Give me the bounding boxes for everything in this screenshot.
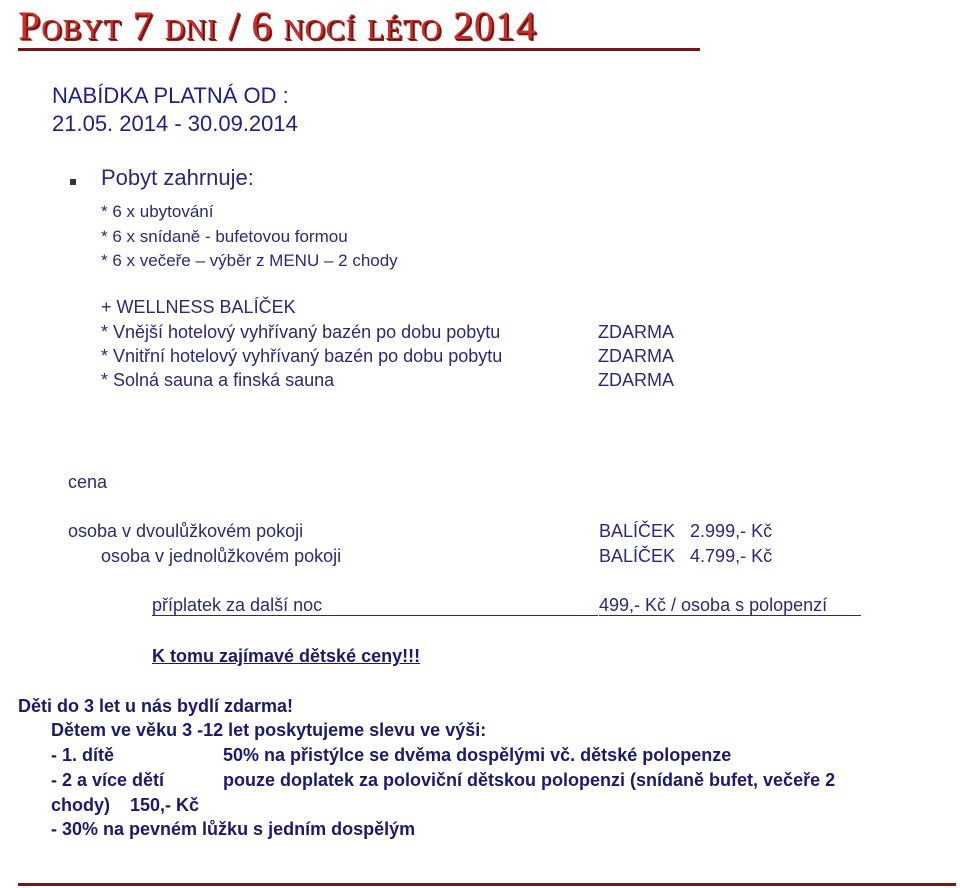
kids-line: - 30% na pevném lůžku s jedním dospělým — [51, 819, 416, 839]
price-double-value: BALÍČEK 2.999,- Kč — [599, 521, 773, 541]
extra-night-value: 499,- Kč / osoba s polopenzí — [599, 595, 861, 616]
title-underline — [18, 48, 700, 51]
wellness-heading: + WELLNESS BALÍČEK — [101, 297, 296, 317]
bottom-divider — [18, 883, 956, 886]
includes-item: * 6 x ubytování — [101, 202, 214, 221]
offer-validity-dates: 21.05. 2014 - 30.09.2014 — [52, 111, 298, 136]
price-double-label: osoba v dvoulůžkovém pokoji — [68, 521, 304, 541]
price-heading: cena — [68, 472, 108, 492]
price-single-label: osoba v jednolůžkovém pokoji — [101, 546, 342, 566]
includes-heading: Pobyt zahrnuje: — [101, 165, 254, 190]
kids-line: Dětem ve věku 3 -12 let poskytujeme slevu ve výši: — [51, 720, 487, 740]
wellness-item-value: ZDARMA — [598, 346, 674, 366]
kids-row-value: 50% na přistýlce se dvěma dospělými vč. dětské polopenze — [223, 745, 732, 765]
square-bullet-icon — [70, 179, 76, 185]
wellness-item-value: ZDARMA — [598, 322, 674, 342]
kids-row-value: pouze doplatek za poloviční dětskou polopenzi (snídaně bufet, večeře 2 — [223, 770, 836, 790]
wellness-item-label: * Solná sauna a finská sauna — [101, 370, 335, 390]
kids-heading: K tomu zajímavé dětské ceny!!! — [152, 646, 421, 666]
wellness-item-label: * Vnější hotelový vyhřívaný bazén po dobu pobytu — [101, 322, 501, 342]
extra-night-label: příplatek za další noc — [152, 595, 598, 616]
page-title: Pobyt 7 dni / 6 nocí léto 2014 — [18, 3, 537, 48]
wellness-item-value: ZDARMA — [598, 370, 674, 390]
price-single-value: BALÍČEK 4.799,- Kč — [599, 546, 773, 566]
wellness-item-label: * Vnitřní hotelový vyhřívaný bazén po dobu pobytu — [101, 346, 503, 366]
kids-line: Děti do 3 let u nás bydlí zdarma! — [18, 696, 294, 716]
includes-item: * 6 x snídaně - bufetovou formou — [101, 227, 348, 246]
includes-item: * 6 x večeře – výběr z MENU – 2 chody — [101, 251, 398, 270]
offer-validity-label: NABÍDKA PLATNÁ OD : — [52, 83, 289, 108]
kids-row-label: - 1. dítě — [51, 745, 115, 765]
kids-row-label: - 2 a více dětí — [51, 770, 165, 790]
kids-line: chody) 150,- Kč — [51, 795, 200, 815]
